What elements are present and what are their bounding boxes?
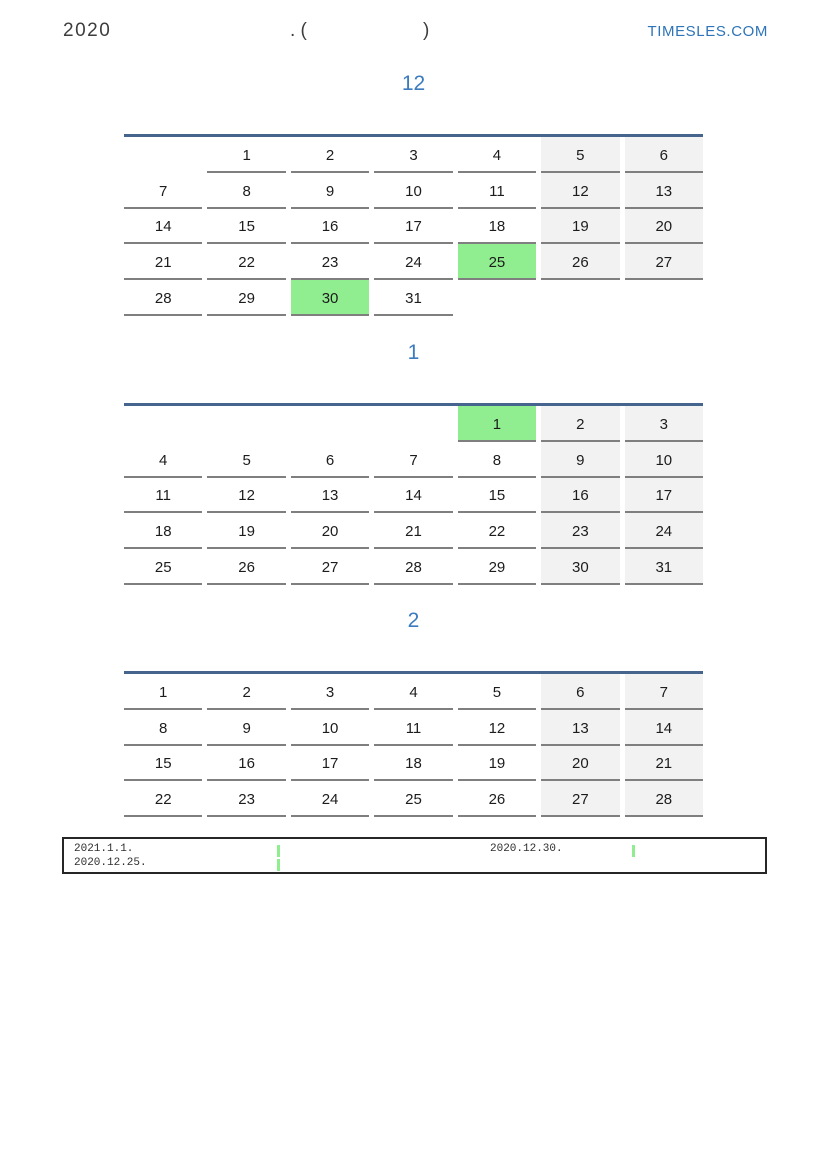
day-cell: 14 xyxy=(374,478,452,514)
legend-box xyxy=(62,837,767,874)
day-cell: 23 xyxy=(207,781,285,817)
day-cell: 5 xyxy=(458,674,536,710)
day-cell: 14 xyxy=(124,209,202,245)
legend-holiday-marker xyxy=(277,859,280,871)
day-cell: 2 xyxy=(207,674,285,710)
day-cell: 9 xyxy=(291,173,369,209)
day-cell: 24 xyxy=(625,513,703,549)
day-cell: 13 xyxy=(625,173,703,209)
legend-holiday-marker xyxy=(632,845,635,857)
day-cell: 1 xyxy=(458,406,536,442)
empty-cell xyxy=(291,406,369,442)
day-cell: 1 xyxy=(124,674,202,710)
day-cell: 7 xyxy=(374,442,452,478)
day-cell: 3 xyxy=(374,137,452,173)
day-cell: 28 xyxy=(374,549,452,585)
day-cell: 16 xyxy=(291,209,369,245)
legend-date: 2020.12.30. xyxy=(490,843,563,855)
day-cell: 13 xyxy=(541,710,619,746)
empty-cell xyxy=(625,280,703,316)
day-cell: 19 xyxy=(541,209,619,245)
day-cell: 3 xyxy=(291,674,369,710)
day-cell: 8 xyxy=(458,442,536,478)
day-cell: 2 xyxy=(541,406,619,442)
day-cell: 23 xyxy=(541,513,619,549)
day-cell: 28 xyxy=(124,280,202,316)
day-cell: 26 xyxy=(541,244,619,280)
day-cell: 9 xyxy=(541,442,619,478)
day-cell: 2 xyxy=(291,137,369,173)
day-cell: 5 xyxy=(207,442,285,478)
day-cell: 27 xyxy=(541,781,619,817)
day-cell: 7 xyxy=(124,173,202,209)
day-cell: 27 xyxy=(625,244,703,280)
day-cell: 16 xyxy=(541,478,619,514)
day-cell: 11 xyxy=(124,478,202,514)
day-cell: 20 xyxy=(625,209,703,245)
day-cell: 5 xyxy=(541,137,619,173)
day-cell: 28 xyxy=(625,781,703,817)
legend-date: 2020.12.25. xyxy=(74,857,147,869)
day-cell: 29 xyxy=(207,280,285,316)
day-cell: 14 xyxy=(625,710,703,746)
empty-cell xyxy=(458,280,536,316)
calendar-grid-january xyxy=(124,403,703,585)
day-cell: 15 xyxy=(458,478,536,514)
day-cell: 9 xyxy=(207,710,285,746)
header-punctuation-close: ) xyxy=(423,20,430,41)
day-cell: 21 xyxy=(625,746,703,782)
day-cell: 18 xyxy=(124,513,202,549)
day-cell: 18 xyxy=(458,209,536,245)
empty-cell xyxy=(124,137,202,173)
day-cell: 7 xyxy=(625,674,703,710)
day-cell: 20 xyxy=(541,746,619,782)
day-cell: 6 xyxy=(541,674,619,710)
day-cell: 17 xyxy=(291,746,369,782)
day-cell: 31 xyxy=(374,280,452,316)
day-cell: 8 xyxy=(124,710,202,746)
day-cell: 21 xyxy=(124,244,202,280)
day-cell: 21 xyxy=(374,513,452,549)
day-cell: 13 xyxy=(291,478,369,514)
day-cell: 10 xyxy=(374,173,452,209)
day-cell: 1 xyxy=(207,137,285,173)
day-cell: 17 xyxy=(625,478,703,514)
day-cell: 23 xyxy=(291,244,369,280)
calendar-grid-february xyxy=(124,671,703,817)
day-cell: 17 xyxy=(374,209,452,245)
month-title-january: 1 xyxy=(407,341,420,364)
day-cell: 30 xyxy=(541,549,619,585)
month-title-february: 2 xyxy=(407,609,420,632)
day-cell: 15 xyxy=(124,746,202,782)
page-title-year: 2020 xyxy=(63,20,112,41)
day-cell: 19 xyxy=(207,513,285,549)
day-cell: 19 xyxy=(458,746,536,782)
empty-cell xyxy=(124,406,202,442)
day-cell: 4 xyxy=(124,442,202,478)
day-cell: 18 xyxy=(374,746,452,782)
empty-cell xyxy=(207,406,285,442)
empty-cell xyxy=(541,280,619,316)
legend-date: 2021.1.1. xyxy=(74,843,134,855)
legend-holiday-marker xyxy=(277,845,280,857)
day-cell: 10 xyxy=(291,710,369,746)
day-cell: 3 xyxy=(625,406,703,442)
day-cell: 15 xyxy=(207,209,285,245)
day-cell: 25 xyxy=(458,244,536,280)
day-cell: 8 xyxy=(207,173,285,209)
day-cell: 22 xyxy=(458,513,536,549)
day-cell: 27 xyxy=(291,549,369,585)
day-cell: 6 xyxy=(625,137,703,173)
day-cell: 25 xyxy=(374,781,452,817)
day-cell: 22 xyxy=(207,244,285,280)
day-cell: 12 xyxy=(207,478,285,514)
day-cell: 24 xyxy=(291,781,369,817)
day-cell: 11 xyxy=(374,710,452,746)
day-cell: 12 xyxy=(541,173,619,209)
day-cell: 25 xyxy=(124,549,202,585)
day-cell: 4 xyxy=(458,137,536,173)
day-cell: 12 xyxy=(458,710,536,746)
empty-cell xyxy=(374,406,452,442)
day-cell: 11 xyxy=(458,173,536,209)
calendar-grid-december xyxy=(124,134,703,316)
day-cell: 26 xyxy=(207,549,285,585)
header-punctuation-open: . ( xyxy=(290,20,307,41)
day-cell: 20 xyxy=(291,513,369,549)
day-cell: 29 xyxy=(458,549,536,585)
day-cell: 31 xyxy=(625,549,703,585)
day-cell: 4 xyxy=(374,674,452,710)
day-cell: 22 xyxy=(124,781,202,817)
brand-link[interactable]: TIMESLES.COM xyxy=(647,23,768,40)
day-cell: 26 xyxy=(458,781,536,817)
day-cell: 10 xyxy=(625,442,703,478)
day-cell: 6 xyxy=(291,442,369,478)
day-cell: 16 xyxy=(207,746,285,782)
month-title-december: 12 xyxy=(401,72,426,95)
day-cell: 24 xyxy=(374,244,452,280)
day-cell: 30 xyxy=(291,280,369,316)
